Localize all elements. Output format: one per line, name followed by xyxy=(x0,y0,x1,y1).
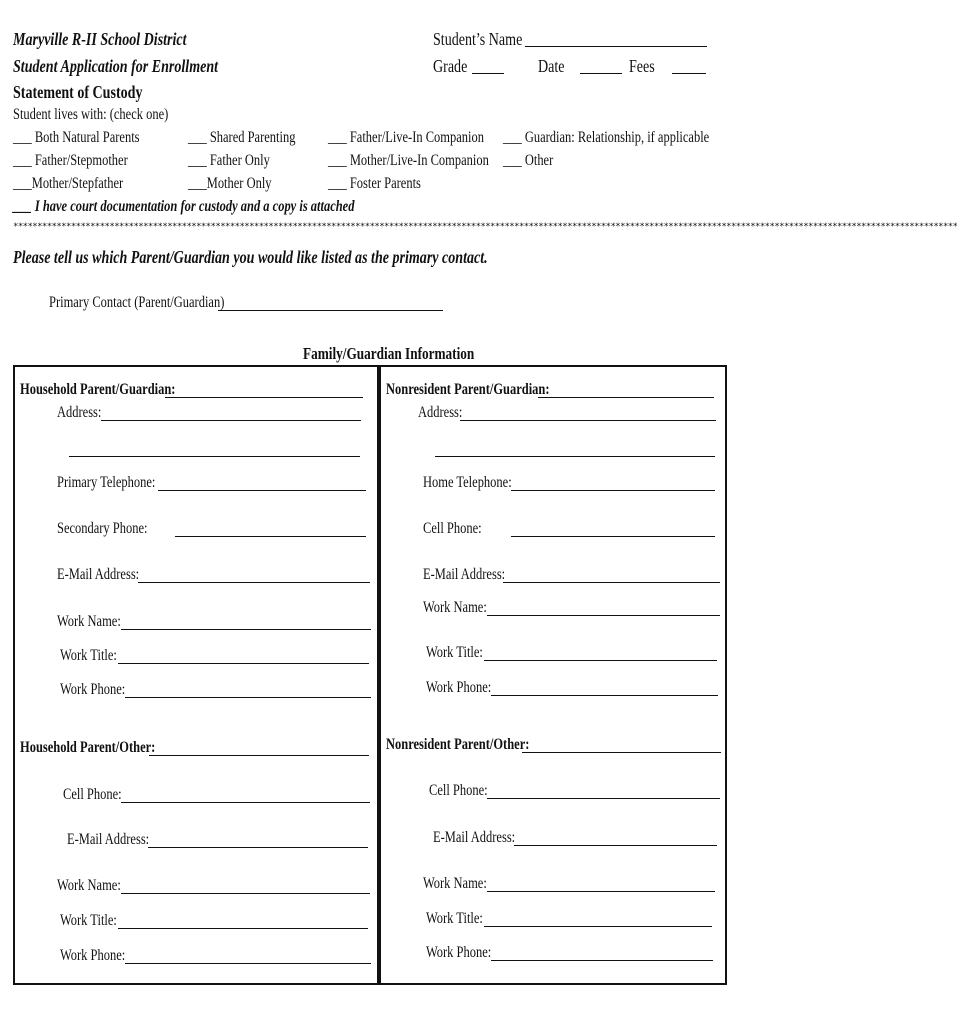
nonresident-home-telephone-label: Home Telephone: xyxy=(423,474,512,491)
family-section-title: Family/Guardian Information xyxy=(303,344,475,363)
household-other-work-phone-field[interactable] xyxy=(125,963,371,964)
district-name: Maryville R-II School District xyxy=(13,29,187,49)
household-work-title-label: Work Title: xyxy=(60,647,117,664)
household-other-work-name-label: Work Name: xyxy=(57,877,121,894)
custody-option-both-natural[interactable]: ___ Both Natural Parents xyxy=(13,129,140,146)
household-work-name-label: Work Name: xyxy=(57,613,121,630)
household-other-label: Household Parent/Other: xyxy=(20,739,156,756)
household-other-field[interactable] xyxy=(149,755,369,756)
nonresident-work-name-label: Work Name: xyxy=(423,599,487,616)
nonresident-other-work-name-field[interactable] xyxy=(487,891,715,892)
nonresident-other-email-label: E-Mail Address: xyxy=(433,829,516,846)
nonresident-other-cell-field[interactable] xyxy=(487,798,720,799)
nonresident-work-title-label: Work Title: xyxy=(426,644,483,661)
custody-option-mother-only[interactable]: ___Mother Only xyxy=(188,175,272,192)
nonresident-cell-label: Cell Phone: xyxy=(423,520,482,537)
household-work-name-field[interactable] xyxy=(121,629,371,630)
custody-instruction: Student lives with: (check one) xyxy=(13,106,169,123)
household-primary-telephone-label: Primary Telephone: xyxy=(57,474,156,491)
nonresident-email-field[interactable] xyxy=(503,582,720,583)
custody-option-other[interactable]: ___ Other xyxy=(503,152,554,169)
household-other-cell-field[interactable] xyxy=(121,802,370,803)
date-label: Date xyxy=(538,56,565,76)
nonresident-work-phone-field[interactable] xyxy=(491,695,718,696)
separator-line: **************************************************************************************************************************************************************************************************** xyxy=(13,222,957,232)
fees-label: Fees xyxy=(629,56,655,76)
nonresident-other-email-field[interactable] xyxy=(514,845,717,846)
custody-option-mother-stepfather[interactable]: ___Mother/Stepfather xyxy=(13,175,124,192)
household-other-work-title-label: Work Title: xyxy=(60,912,117,929)
nonresident-other-work-title-field[interactable] xyxy=(484,926,712,927)
custody-option-father-stepmother[interactable]: ___ Father/Stepmother xyxy=(13,152,128,169)
household-email-field[interactable] xyxy=(138,582,370,583)
column-divider xyxy=(377,365,381,985)
custody-option-father-companion[interactable]: ___ Father/Live-In Companion xyxy=(328,129,484,146)
household-parent-label: Household Parent/Guardian: xyxy=(20,381,176,398)
nonresident-parent-field[interactable] xyxy=(538,397,714,398)
household-other-work-title-field[interactable] xyxy=(118,928,368,929)
household-other-work-name-field[interactable] xyxy=(121,893,370,894)
nonresident-work-title-field[interactable] xyxy=(484,660,717,661)
nonresident-work-phone-label: Work Phone: xyxy=(426,679,492,696)
nonresident-address-label: Address: xyxy=(418,404,463,421)
household-other-email-label: E-Mail Address: xyxy=(67,831,150,848)
nonresident-cell-field[interactable] xyxy=(511,536,715,537)
nonresident-other-work-phone-field[interactable] xyxy=(491,960,713,961)
household-email-label: E-Mail Address: xyxy=(57,566,140,583)
custody-option-mother-companion[interactable]: ___ Mother/Live-In Companion xyxy=(328,152,489,169)
court-documentation-check[interactable]: ___ I have court documentation for custody and a copy is attached xyxy=(13,198,355,215)
nonresident-other-label: Nonresident Parent/Other: xyxy=(386,736,530,753)
nonresident-parent-label: Nonresident Parent/Guardian: xyxy=(386,381,550,398)
nonresident-other-work-name-label: Work Name: xyxy=(423,875,487,892)
primary-contact-field[interactable] xyxy=(218,310,443,311)
household-secondary-phone-label: Secondary Phone: xyxy=(57,520,148,537)
household-parent-field[interactable] xyxy=(165,397,363,398)
date-field[interactable] xyxy=(580,73,622,74)
household-address-field-2[interactable] xyxy=(69,456,360,457)
nonresident-address-field-2[interactable] xyxy=(435,456,715,457)
custody-option-foster[interactable]: ___ Foster Parents xyxy=(328,175,421,192)
nonresident-other-work-phone-label: Work Phone: xyxy=(426,944,492,961)
nonresident-email-label: E-Mail Address: xyxy=(423,566,506,583)
student-name-field[interactable] xyxy=(525,46,707,47)
custody-option-guardian[interactable]: ___ Guardian: Relationship, if applicable xyxy=(503,129,710,146)
custody-option-shared[interactable]: ___ Shared Parenting xyxy=(188,129,296,146)
household-other-email-field[interactable] xyxy=(148,847,368,848)
grade-field[interactable] xyxy=(472,73,504,74)
fees-field[interactable] xyxy=(672,73,706,74)
household-work-phone-label: Work Phone: xyxy=(60,681,126,698)
nonresident-other-work-title-label: Work Title: xyxy=(426,910,483,927)
household-address-label: Address: xyxy=(57,404,102,421)
section-title: Statement of Custody xyxy=(13,82,143,102)
household-primary-telephone-field[interactable] xyxy=(158,490,366,491)
household-other-work-phone-label: Work Phone: xyxy=(60,947,126,964)
nonresident-address-field[interactable] xyxy=(460,420,716,421)
student-name-label: Student’s Name xyxy=(433,29,523,49)
household-secondary-phone-field[interactable] xyxy=(175,536,366,537)
household-address-field[interactable] xyxy=(101,420,361,421)
custody-option-father-only[interactable]: ___ Father Only xyxy=(188,152,270,169)
household-work-phone-field[interactable] xyxy=(125,697,371,698)
household-work-title-field[interactable] xyxy=(118,663,369,664)
nonresident-work-name-field[interactable] xyxy=(487,615,720,616)
grade-label: Grade xyxy=(433,56,468,76)
form-title: Student Application for Enrollment xyxy=(13,56,219,76)
primary-contact-label: Primary Contact (Parent/Guardian) xyxy=(49,294,225,311)
household-other-cell-label: Cell Phone: xyxy=(63,786,122,803)
nonresident-other-cell-label: Cell Phone: xyxy=(429,782,488,799)
primary-contact-question: Please tell us which Parent/Guardian you would like listed as the primary contact. xyxy=(13,247,488,267)
nonresident-other-field[interactable] xyxy=(522,752,721,753)
nonresident-home-telephone-field[interactable] xyxy=(511,490,715,491)
